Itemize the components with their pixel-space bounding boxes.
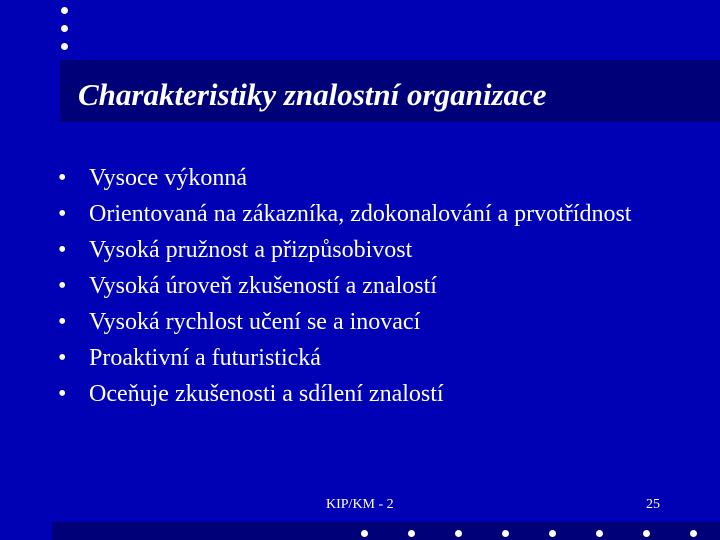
bullet-text: Vysoce výkonná (89, 165, 247, 191)
decor-dot (455, 530, 462, 537)
bullet-icon: • (58, 201, 67, 227)
bullet-text: Vysoká rychlost učení se a inovací (89, 309, 421, 335)
list-item (58, 268, 698, 304)
bullet-icon: • (58, 273, 67, 299)
list-item (58, 340, 698, 376)
list-item (58, 304, 698, 340)
bullet-text: Orientovaná na zákazníka, zdokonalování a prvotřídnost (89, 201, 632, 227)
page-number: 25 (646, 497, 660, 512)
decor-dot (596, 530, 603, 537)
decor-dot (690, 530, 697, 537)
list-item (58, 160, 698, 196)
decor-dot (61, 7, 68, 14)
bullet-icon: • (58, 345, 67, 371)
bottom-bar (52, 522, 720, 540)
footer-text: KIP/KM - 2 (326, 497, 394, 512)
list-item (58, 376, 698, 412)
bullet-icon: • (58, 237, 67, 263)
bullet-icon: • (58, 165, 67, 191)
decor-dot (502, 530, 509, 537)
bullet-text: Oceňuje zkušenosti a sdílení znalostí (89, 381, 444, 407)
bullet-text: Proaktivní a futuristická (89, 345, 321, 371)
list-item (58, 196, 698, 232)
decor-dot (61, 43, 68, 50)
decor-dot (408, 530, 415, 537)
bullet-icon: • (58, 309, 67, 335)
bullet-text: Vysoká pružnost a přizpůsobivost (89, 237, 413, 263)
bullet-list (58, 160, 698, 412)
bullet-icon: • (58, 381, 67, 407)
bullet-text: Vysoká úroveň zkušeností a znalostí (89, 273, 437, 299)
list-item (58, 232, 698, 268)
decor-dot (361, 530, 368, 537)
decor-dot (643, 530, 650, 537)
decor-dot (61, 25, 68, 32)
slide-title: Charakteristiky znalostní organizace (78, 77, 547, 112)
decor-dot (549, 530, 556, 537)
